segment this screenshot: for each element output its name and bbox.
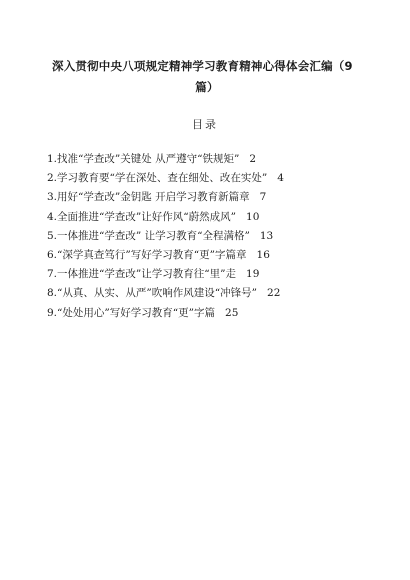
document-title [52, 56, 362, 98]
toc-item-page: 4 [277, 172, 284, 185]
toc-item-text: 一体推进“学查改” 让学习教育“全程满格” [57, 229, 250, 242]
toc-item [47, 150, 284, 169]
toc-item [47, 284, 284, 303]
toc-item-number: 3. [47, 191, 58, 204]
toc-item-text: “深学真查笃行”写好学习教育“更”字篇章 [57, 248, 247, 261]
toc-item [47, 188, 284, 207]
toc-item-text: 全面推进“学查改”让好作风“蔚然成风” [57, 210, 237, 223]
toc-item-number: 1. [47, 153, 58, 165]
toc-item-page: 10 [246, 210, 260, 223]
toc-item-page: 7 [259, 191, 267, 204]
toc-item-page: 19 [246, 268, 260, 281]
table-of-contents [47, 150, 284, 323]
toc-item-number: 6. [47, 248, 58, 261]
toc-item [47, 265, 284, 284]
toc-item-text: 学习教育要“学在深处、查在细处、改在实处” [57, 172, 268, 185]
toc-item-page: 13 [259, 229, 274, 242]
toc-item-number: 5. [47, 229, 58, 242]
toc-item [47, 304, 284, 323]
toc-item-number: 9. [47, 306, 58, 319]
toc-item [47, 227, 284, 246]
title-line-1: 深入贯彻中央八项规定精神学习教育精神心得体会汇编（9 [52, 59, 353, 73]
toc-item-text: 用好“学查改”金钥匙 开启学习教育新篇章 [57, 191, 250, 204]
toc-item-text: “从真、从实、从严”吹响作风建设“冲锋号” [57, 287, 258, 300]
toc-item-number: 2. [47, 172, 58, 185]
toc-item [47, 169, 284, 188]
toc-item-text: 一体推进“学查改”让学习教育往“里”走 [57, 268, 237, 281]
toc-item-text: 找准“学查改”关键处 从严遵守“铁规矩” [57, 153, 240, 165]
toc-item-page: 2 [249, 153, 257, 165]
toc-item-text: “处处用心”写好学习教育“更”字篇 [57, 306, 216, 319]
toc-heading: 目录 [192, 118, 218, 131]
toc-item [47, 208, 284, 227]
toc-item-page: 16 [256, 248, 270, 261]
toc-item [47, 246, 284, 265]
toc-item-number: 4. [47, 210, 58, 223]
toc-item-page: 25 [225, 306, 239, 319]
toc-item-number: 7. [47, 268, 58, 281]
toc-item-page: 22 [267, 287, 281, 300]
title-line-2: 篇） [195, 80, 219, 94]
toc-item-number: 8. [47, 287, 58, 300]
